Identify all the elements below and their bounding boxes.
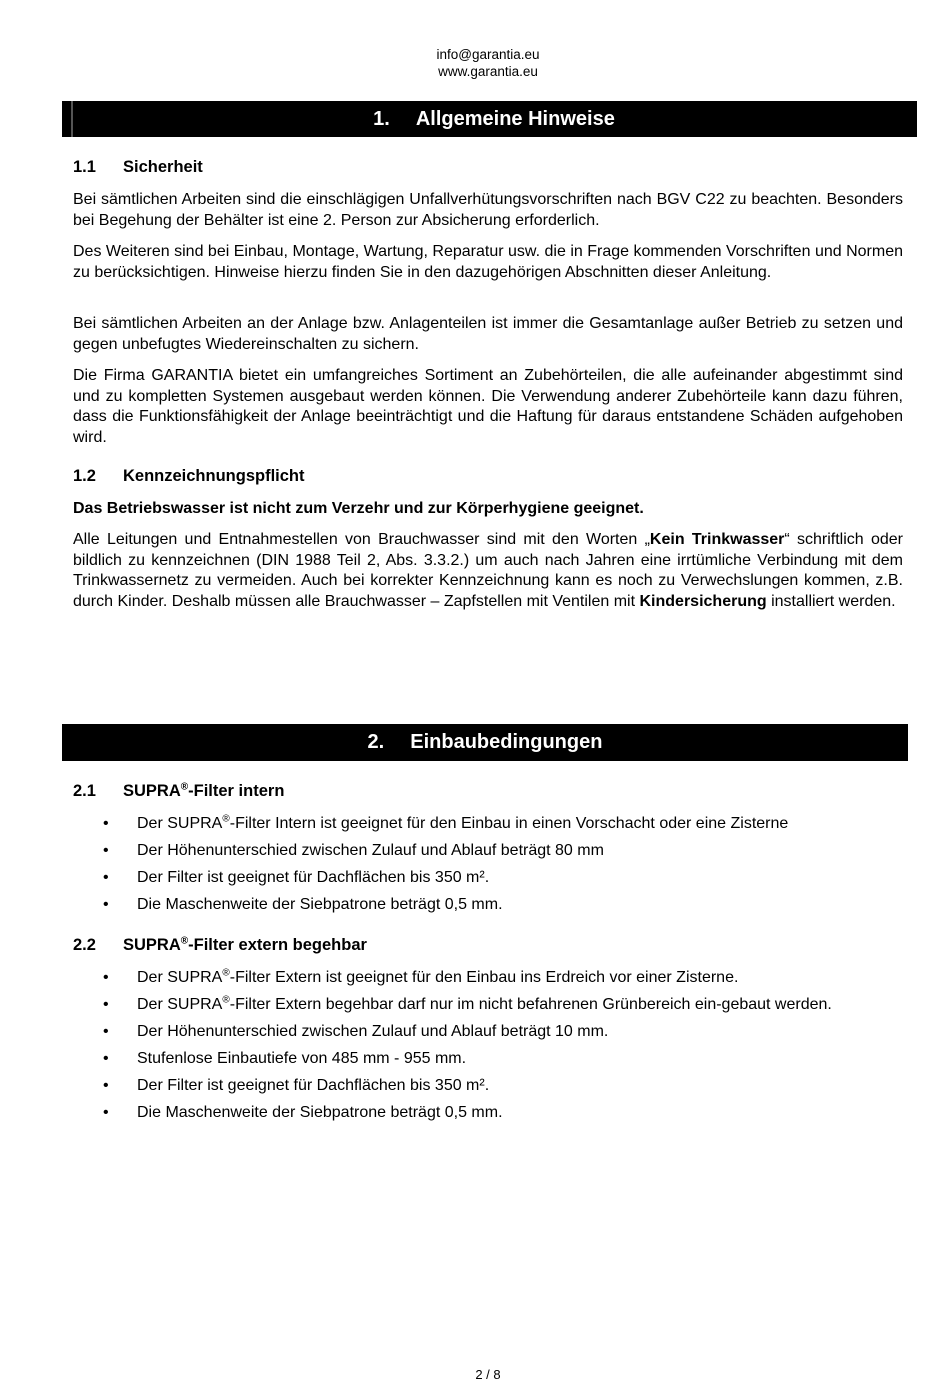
registered-mark: ® [222, 967, 230, 979]
warning-line: Das Betriebswasser ist nicht zum Verzehr und zur Körperhygiene geeignet. [73, 500, 644, 517]
subsection-1-2-title: Kennzeichnungspflicht [123, 467, 305, 485]
subsection-1-1-heading [73, 158, 203, 177]
subsection-2-2-title-a: SUPRA [123, 936, 181, 954]
bullet-icon: • [103, 842, 109, 859]
list-item: • Der Filter ist geeignet für Dachflächen bis 350 m². [73, 868, 903, 889]
filter-extern-list [73, 968, 903, 1130]
safety-paragraph-1: Bei sämtlichen Arbeiten sind die einschlägigen Unfallverhütungsvorschriften nach BGV C22 zu beachten. Besonders bei Begehung der Behälter ist eine 2. Person zur Absicherung erforderlich. [73, 191, 903, 229]
bullet-icon: • [103, 815, 109, 832]
registered-mark: ® [180, 935, 189, 947]
section-2-title: Einbaubedingungen [410, 731, 603, 753]
bullet-icon: • [103, 969, 109, 986]
section-1-number: 1. [373, 108, 390, 130]
labeling-text-1: Alle Leitungen und Entnahmestellen von Brauchwasser sind mit den Worten „ [73, 531, 650, 548]
subsection-2-1-title-b: -Filter intern [188, 782, 285, 800]
safety-paragraph-2: Des Weiteren sind bei Einbau, Montage, Wartung, Reparatur usw. die in Frage kommenden Vorschriften und Normen zu berücksichtigen. Hinweise hierzu finden Sie in den dazugehörigen Abschnitten dieser Anleitung. [73, 243, 903, 281]
section-1-heading [62, 101, 917, 137]
labeling-paragraph [73, 530, 903, 612]
header-email: info@garantia.eu [436, 47, 540, 62]
list-item: • Der SUPRA®-Filter Extern ist geeignet für den Einbau ins Erdreich vor einer Zisterne. [73, 968, 903, 989]
subsection-1-2-heading [73, 467, 305, 486]
registered-mark: ® [180, 781, 189, 793]
section-2-number: 2. [367, 731, 385, 753]
section-1-title: Allgemeine Hinweise [415, 108, 615, 130]
header-website: www.garantia.eu [438, 64, 538, 79]
bullet-icon: • [103, 1077, 109, 1094]
labeling-text-2: “ schriftlich oder bildlich zu kennzeichnen (DIN 1988 Teil 2, Abs. 3.3.2.) um auch nach Jahren eine irrtümliche Verbindung mit dem Trinkwassernetz zu vermeiden. Auch bei korrekter Kennzeichnung kann es noch zu Verwechslungen kommen, z.B. durch Kinder. Deshalb müssen alle Brauchwasser – Zapfstellen mit Ventilen mit [73, 531, 904, 610]
list-item: • Der Filter ist geeignet für Dachflächen bis 350 m². [73, 1076, 903, 1097]
bullet-icon: • [103, 1050, 109, 1067]
subsection-2-1-number: 2.1 [73, 782, 96, 800]
safety-paragraph-3: Bei sämtlichen Arbeiten an der Anlage bzw. Anlagenteilen ist immer die Gesamtanlage außer Betrieb zu setzen und gegen unbefugtes Wiedereinschalten zu sichern. [73, 315, 903, 353]
list-item: • Die Maschenweite der Siebpatrone beträgt 0,5 mm. [73, 1103, 903, 1124]
bullet-icon: • [103, 896, 109, 913]
filter-intern-list [73, 814, 903, 922]
safety-paragraph-4: Die Firma GARANTIA bietet ein umfangreiches Sortiment an Zubehörteilen, die alle aufeinander abgestimmt sind und zu kompletten Systemen ausgebaut werden können. Die Verwendung anderer Zubehörteile kann dazu führen, dass die Funktionsfähigkeit der Anlage beeinträchtigt und die Haftung für daraus entstandene Schäden aufgehoben wird. [73, 367, 903, 446]
bullet-icon: • [103, 1104, 109, 1121]
subsection-2-1-title-a: SUPRA [123, 782, 181, 800]
subsection-2-2-number: 2.2 [73, 936, 96, 954]
bullet-icon: • [103, 996, 109, 1013]
registered-mark: ® [222, 994, 230, 1006]
labeling-text-3: installiert werden. [766, 592, 896, 610]
list-item: • Der Höhenunterschied zwischen Zulauf und Ablauf beträgt 10 mm. [73, 1022, 903, 1043]
registered-mark: ® [222, 813, 230, 825]
subsection-2-2-title-b: -Filter extern begehbar [188, 936, 367, 954]
kindersicherung-text: Kindersicherung [639, 592, 767, 610]
kein-trinkwasser-text: Kein Trinkwasser [649, 531, 785, 548]
bullet-icon: • [103, 1023, 109, 1040]
subsection-2-2-heading [73, 936, 367, 955]
section-2-heading [62, 724, 908, 761]
subsection-1-1-number: 1.1 [73, 158, 96, 176]
bullet-icon: • [103, 869, 109, 886]
page-header [0, 46, 950, 80]
subsection-1-1-title: Sicherheit [123, 158, 203, 176]
list-item: • Der Höhenunterschied zwischen Zulauf und Ablauf beträgt 80 mm [73, 841, 903, 862]
list-item: • Die Maschenweite der Siebpatrone beträgt 0,5 mm. [73, 895, 903, 916]
list-item: • Stufenlose Einbautiefe von 485 mm - 955 mm. [73, 1049, 903, 1070]
subsection-1-2-number: 1.2 [73, 467, 96, 485]
list-item: • Der SUPRA®-Filter Extern begehbar darf nur im nicht befahrenen Grünbereich ein-gebaut werden. [73, 995, 903, 1016]
subsection-2-1-heading [73, 782, 284, 801]
page-number: 2 / 8 [475, 1367, 501, 1382]
list-item: • Der SUPRA®-Filter Intern ist geeignet für den Einbau in einen Vorschacht oder eine Zisterne [73, 814, 903, 835]
